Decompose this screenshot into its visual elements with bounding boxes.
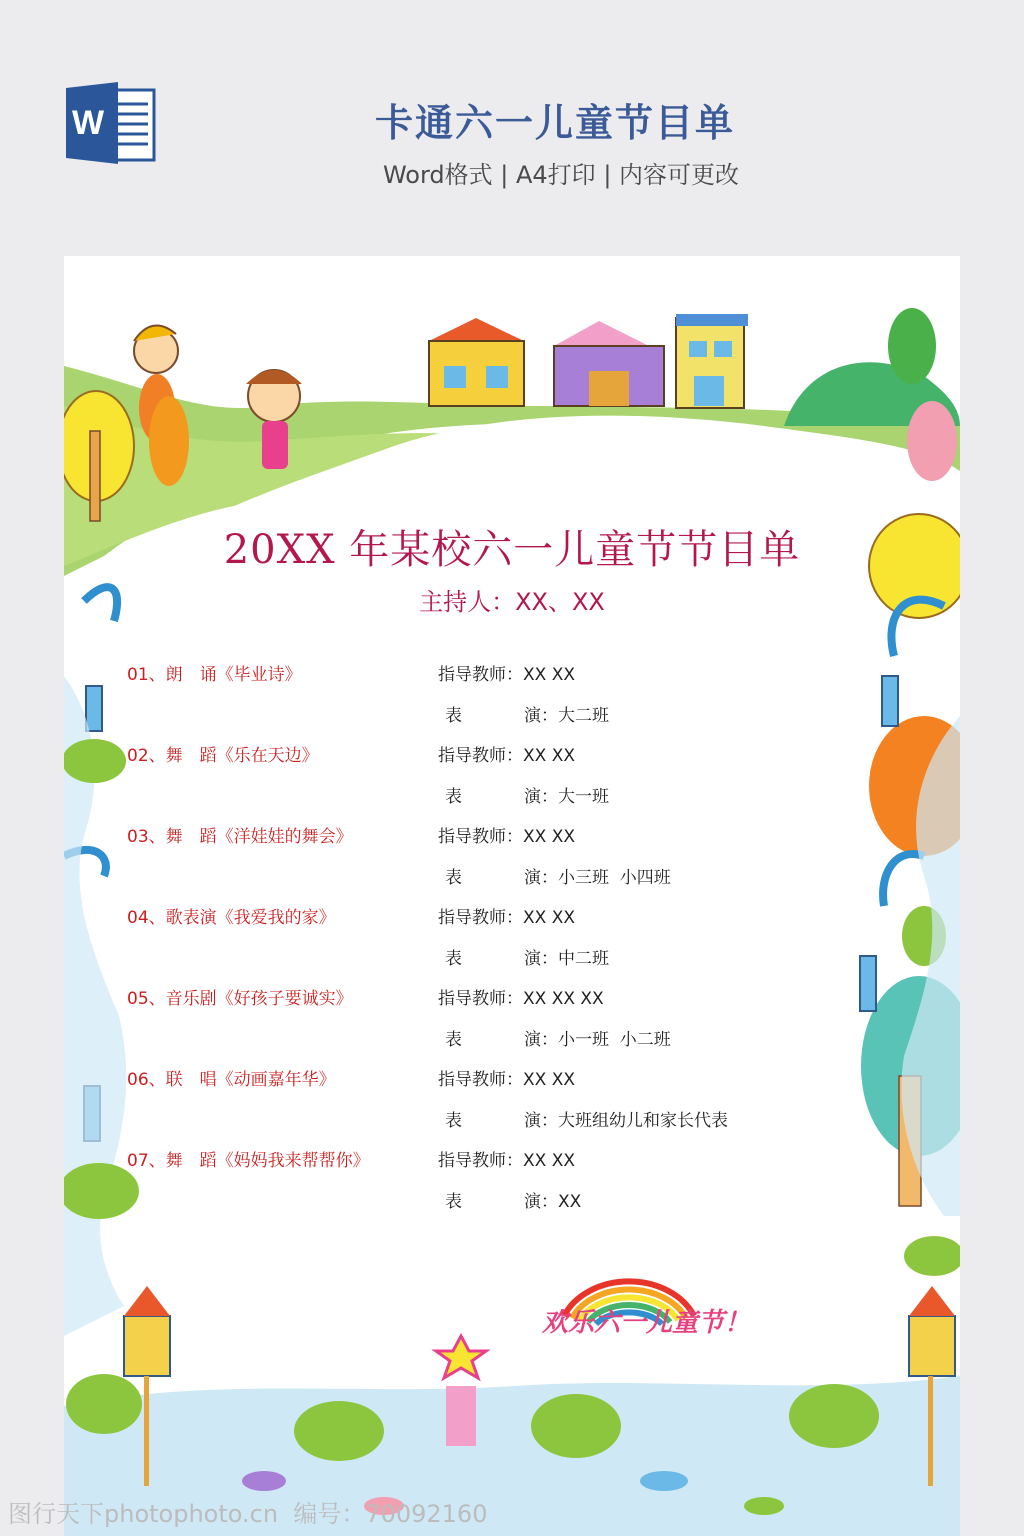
program-title: 07、舞 蹈《妈妈我来帮帮你》 bbox=[127, 1151, 370, 1171]
program-teacher bbox=[438, 1146, 575, 1171]
teacher-label: 指导教师： bbox=[438, 665, 523, 685]
document-preview bbox=[64, 256, 960, 1536]
teacher-value: XX XX bbox=[523, 1070, 575, 1090]
performer-label-2: 演： bbox=[524, 787, 558, 807]
performer-value: 中二班 bbox=[558, 949, 609, 969]
performer-label: 表 bbox=[445, 787, 462, 807]
performer-label-2: 演： bbox=[524, 868, 558, 888]
teacher-label: 指导教师： bbox=[438, 827, 523, 847]
program-teacher bbox=[438, 822, 575, 847]
program-performer bbox=[524, 1106, 728, 1131]
teacher-value: XX XX XX bbox=[523, 989, 604, 1009]
performer-label: 表 bbox=[445, 1192, 462, 1212]
performer-value: 大一班 bbox=[558, 787, 609, 807]
performer-value: 大二班 bbox=[558, 706, 609, 726]
teacher-label: 指导教师： bbox=[438, 989, 523, 1009]
performer-label-2: 演： bbox=[524, 1030, 558, 1050]
performer-label: 表 bbox=[445, 868, 462, 888]
performer-label: 表 bbox=[445, 949, 462, 969]
program-teacher bbox=[438, 660, 575, 685]
performer-label-2: 演： bbox=[524, 706, 558, 726]
performer-label: 表 bbox=[445, 1111, 462, 1131]
word-icon-letter: W bbox=[72, 104, 105, 142]
document-title: 20XX 年某校六一儿童节节目单 bbox=[223, 527, 801, 573]
program-title: 02、舞 蹈《乐在天边》 bbox=[127, 746, 319, 766]
program-performer bbox=[524, 701, 609, 726]
teacher-value: XX XX bbox=[523, 746, 575, 766]
teacher-label: 指导教师： bbox=[438, 1151, 523, 1171]
performer-label-2: 演： bbox=[524, 1192, 558, 1212]
performer-value: XX bbox=[558, 1192, 582, 1212]
teacher-value: XX XX bbox=[523, 827, 575, 847]
teacher-value: XX XX bbox=[523, 908, 575, 928]
hosts-line: 主持人：XX、XX bbox=[419, 588, 605, 616]
performer-label: 表 bbox=[445, 1030, 462, 1050]
program-performer bbox=[524, 863, 671, 888]
program-performer bbox=[524, 1187, 581, 1212]
page-title: 卡通六一儿童节目单 bbox=[374, 101, 735, 145]
program-teacher bbox=[438, 741, 575, 766]
program-title: 01、朗 诵《毕业诗》 bbox=[127, 665, 302, 685]
program-title: 05、音乐剧《好孩子要诚实》 bbox=[127, 989, 353, 1009]
performer-value: 小三班 小四班 bbox=[558, 868, 671, 888]
program-teacher bbox=[438, 1065, 575, 1090]
teacher-value: XX XX bbox=[523, 1151, 575, 1171]
program-performer bbox=[524, 1025, 671, 1050]
festival-badge: 欢乐六一儿童节！ bbox=[542, 1308, 751, 1338]
performer-value: 大班组幼儿和家长代表 bbox=[558, 1111, 728, 1131]
watermark: 图行天下photophoto.cn 编号：70092160 bbox=[8, 1500, 488, 1528]
program-performer bbox=[524, 782, 609, 807]
program-teacher bbox=[438, 903, 575, 928]
teacher-label: 指导教师： bbox=[438, 1070, 523, 1090]
performer-label-2: 演： bbox=[524, 949, 558, 969]
teacher-value: XX XX bbox=[523, 665, 575, 685]
cartoon-border-illustration bbox=[64, 256, 960, 1536]
program-title: 06、联 唱《动画嘉年华》 bbox=[127, 1070, 336, 1090]
program-title: 04、歌表演《我爱我的家》 bbox=[127, 908, 336, 928]
teacher-label: 指导教师： bbox=[438, 908, 523, 928]
program-title: 03、舞 蹈《洋娃娃的舞会》 bbox=[127, 827, 353, 847]
performer-label-2: 演： bbox=[524, 1111, 558, 1131]
performer-value: 小一班 小二班 bbox=[558, 1030, 671, 1050]
program-performer bbox=[524, 944, 609, 969]
program-teacher bbox=[438, 984, 604, 1009]
performer-label: 表 bbox=[445, 706, 462, 726]
teacher-label: 指导教师： bbox=[438, 746, 523, 766]
page-subtitle: Word格式 | A4打印 | 内容可更改 bbox=[382, 161, 740, 189]
